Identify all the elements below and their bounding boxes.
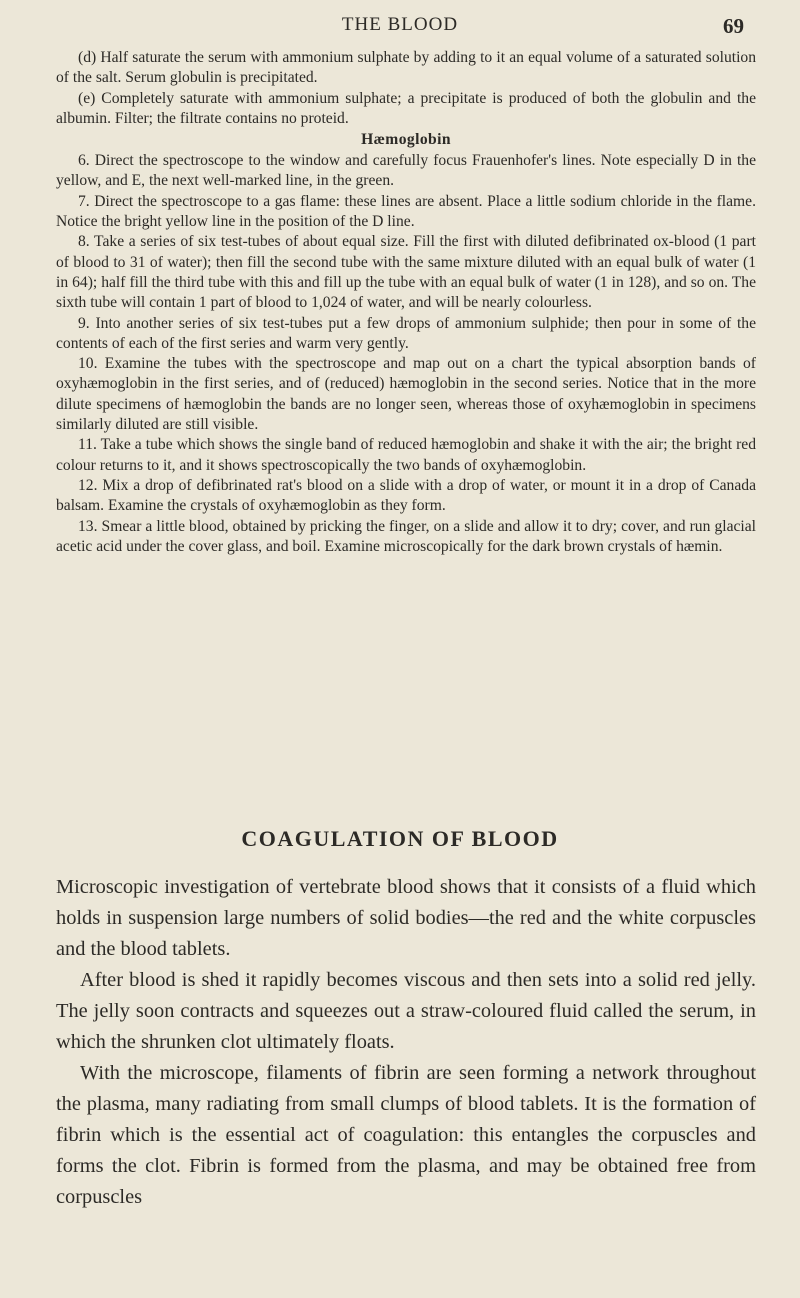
paragraph-d: (d) Half saturate the serum with ammonium sulphate by adding to it an equal volume of a saturated solution of the salt. Serum globulin is precipitated. xyxy=(56,49,756,87)
paragraph-e: (e) Completely saturate with ammonium sulphate; a precipitate is produced of both the globulin and the albumin. Filter; the filtrate contains no proteid. xyxy=(56,89,756,127)
page-number: 69 xyxy=(723,14,744,38)
coagulation-paragraph-1: Microscopic investigation of vertebrate blood shows that it consists of a fluid which holds in suspension large numbers of solid bodies—the red and the white corpuscles and the blood tablets. xyxy=(56,876,756,960)
coagulation-text xyxy=(56,872,756,1213)
paragraph-13: 13. Smear a little blood, obtained by pricking the finger, on a slide and allow it to dry; cover, and run glacial acetic acid under the cover glass, and boil. Examine microscopically for the dark brown crystals of hæmin. xyxy=(56,517,756,555)
paragraph-6: 6. Direct the spectroscope to the window and carefully focus Frauenhofer's lines. Note especially D in the yellow, and E, the next well-marked line, in the green. xyxy=(56,152,756,190)
paragraph-7: 7. Direct the spectroscope to a gas flame: these lines are absent. Place a little sodium chloride in the flame. Notice the bright yellow line in the position of the D line. xyxy=(56,192,756,231)
paragraph-11: 11. Take a tube which shows the single band of reduced hæmoglobin and shake it with the air; the bright red colour returns to it, and it shows spectroscopically the two bands of oxyhæmoglobin. xyxy=(56,436,756,474)
haemoglobin-heading: Hæmoglobin xyxy=(361,131,451,149)
paragraph-8: 8. Take a series of six test-tubes of about equal size. Fill the first with diluted defibrinated ox-blood (1 part of blood to 31 of water); then fill the second tube with the same mixture diluted with an equal bulk of water (1 in 64); half fill the third tube with this and fill up the tube with an equal bulk of water (1 in 128), and so on. The sixth tube will contain 1 part of blood to 1,024 of water, and will be nearly colourless. xyxy=(56,233,756,312)
running-head xyxy=(0,14,800,44)
coagulation-paragraph-2: After blood is shed it rapidly becomes viscous and then sets into a solid red jelly. The jelly soon contracts and squeezes out a straw-coloured fluid called the serum, in which the shrunken clot ultimately floats. xyxy=(56,969,756,1053)
paragraph-9: 9. Into another series of six test-tubes put a few drops of ammonium sulphide; then pour in some of the contents of each of the first series and warm very gently. xyxy=(56,314,756,352)
coagulation-heading: COAGULATION OF BLOOD xyxy=(241,826,559,851)
practical-exercises xyxy=(56,48,756,557)
running-title: THE BLOOD xyxy=(341,14,459,35)
coagulation-paragraph-3: With the microscope, filaments of fibrin are seen forming a network throughout the plasma, many radiating from small clumps of blood tablets. It is the formation of fibrin which is the essential act of coagulation: this entangles the corpuscles and forms the clot. Fibrin is formed from the plasma, and may be obtained free from corpuscles xyxy=(56,1062,756,1208)
paragraph-10: 10. Examine the tubes with the spectroscope and map out on a chart the typical absorption bands of oxyhæmoglobin in the first series, and of (reduced) hæmoglobin in the second series. Notice that in the more dilute specimens of hæmoglobin the bands are no longer seen, whereas those of oxyhæmoglobin in specimens similarly diluted are still visible. xyxy=(56,355,756,434)
paragraph-12: 12. Mix a drop of defibrinated rat's blood on a slide with a drop of water, or mount it in a drop of Canada balsam. Examine the crystals of oxyhæmoglobin as they form. xyxy=(56,476,756,515)
